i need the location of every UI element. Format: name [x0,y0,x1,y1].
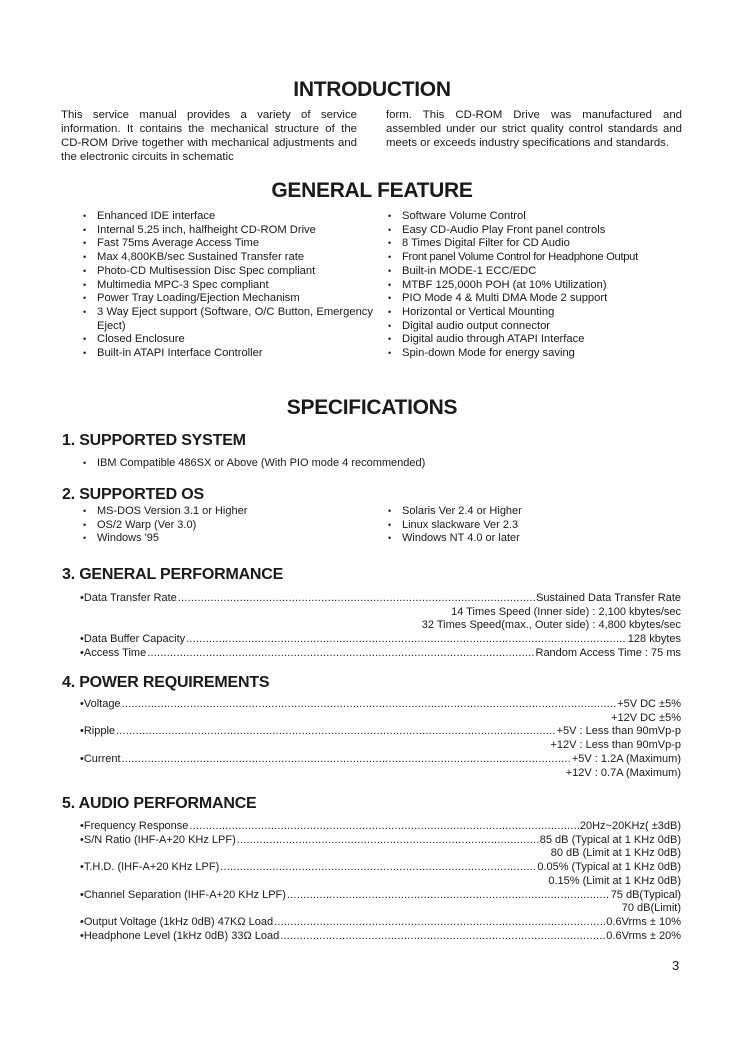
feature-item: • Easy CD-Audio Play Front panel controls [388,224,688,238]
os-item: • OS/2 Warp (Ver 3.0) [83,519,373,533]
feature-item: • Built-in ATAPI Interface Controller [83,347,373,361]
spec-value: 85 dB (Typical at 1 KHz 0dB) [539,833,681,846]
general-feature-title: GENERAL FEATURE [271,179,473,202]
feature-item: • Closed Enclosure [83,333,373,347]
feature-item: • PIO Mode 4 & Multi DMA Mode 2 support [388,292,688,306]
spec-row [80,916,681,930]
section-heading: 5. AUDIO PERFORMANCE [62,795,257,812]
section-heading: 1. SUPPORTED SYSTEM [62,432,246,449]
spec-value-continued: +12V DC ±5% [611,711,681,724]
feature-item: • MTBF 125,000h POH (at 10% Utilization) [388,279,688,293]
spec-value: 128 kbytes [627,633,681,646]
intro-paragraph-right: form. This CD-ROM Drive was manufactured and assembled under our strict quality control standards and meets or exceeds industry specifications and standards. [386,109,682,149]
system-item: • IBM Compatible 486SX or Above (With PIO mode 4 recommended) [83,457,683,471]
introduction-title: INTRODUCTION [293,78,451,101]
spec-label: •Frequency Response [80,820,189,832]
feature-list-left [83,210,373,361]
spec-value: +5V : 1.2A (Maximum) [571,752,681,765]
spec-row [80,698,681,712]
spec-value-continued: 70 dB(Limit) [621,902,681,915]
spec-value-continued: 32 Times Speed(max., Outer side) : 4,800 kbytes/sec [421,619,681,632]
spec-row [80,753,681,767]
spec-label: •Channel Separation (IHF-A+20 KHz LPF) [80,888,286,901]
os-item: • MS-DOS Version 3.1 or Higher [83,505,373,519]
spec-label: •T.H.D. (IHF-A+20 KHz LPF) [80,861,220,874]
os-list-left [83,505,373,546]
spec-label: •Output Voltage (1kHz 0dB) 47KΩ Load [80,915,274,928]
feature-item: • Power Tray Loading/Ejection Mechanism [83,292,373,306]
performance-specs [80,592,681,661]
feature-item: • Horizontal or Vertical Mounting [388,306,688,320]
spec-value: 0.6Vrms ± 10% [606,915,681,928]
spec-label: •Data Transfer Rate [80,592,177,604]
intro-paragraph-left: This service manual provides a variety of service information. It contains the mechanical structure of the CD-ROM Drive together with mechanical adjustments and the electronic circuits in schematic [61,109,357,163]
spec-row [80,592,681,606]
spec-value: 75 dB(Typical) [610,888,681,901]
spec-value: +5V : Less than 90mVp-p [556,725,681,738]
spec-row [80,647,681,661]
audio-specs [80,820,681,943]
supported-system-list [83,457,683,471]
spec-row [80,820,681,834]
spec-label: •Current [80,752,121,765]
os-item: • Windows '95 [83,532,373,546]
spec-row [80,889,681,903]
spec-value: Sustained Data Transfer Rate [536,592,681,604]
feature-item: • Front panel Volume Control for Headphone Output [388,251,688,265]
feature-item: • 3 Way Eject support (Software, O/C Button, Emergency Eject) [83,306,373,333]
spec-value: 0.6Vrms ± 20% [606,929,681,942]
feature-item: • Built-in MODE-1 ECC/EDC [388,265,688,279]
spec-label: •Headphone Level (1kHz 0dB) 33Ω Load [80,929,280,942]
spec-row [80,633,681,647]
spec-value-continued: 14 Times Speed (Inner side) : 2,100 kbytes/sec [451,605,681,618]
section-heading: 4. POWER REQUIREMENTS [62,674,270,691]
os-item: • Linux slackware Ver 2.3 [388,519,688,533]
feature-item: • Enhanced IDE interface [83,210,373,224]
feature-item: • Digital audio output connector [388,320,688,334]
specifications-title: SPECIFICATIONS [286,396,458,419]
spec-value-continued: +12V : 0.7A (Maximum) [565,766,681,779]
spec-row [80,725,681,739]
section-heading: 2. SUPPORTED OS [62,486,204,503]
power-specs [80,698,681,780]
feature-item: • Multimedia MPC-3 Spec compliant [83,279,373,293]
spec-label: •Ripple [80,725,116,738]
spec-row [80,861,681,875]
spec-row [80,930,681,944]
spec-value-continued: 80 dB (Limit at 1 KHz 0dB) [550,847,681,860]
feature-item: • Fast 75ms Average Access Time [83,237,373,251]
feature-item: • Spin-down Mode for energy saving [388,347,688,361]
spec-value: +5V DC ±5% [617,698,681,710]
spec-value-continued: 0.15% (Limit at 1 KHz 0dB) [548,874,681,887]
spec-value: 0.05% (Typical at 1 KHz 0dB) [537,861,681,874]
spec-value: 20Hz~20KHz( ±3dB) [579,820,681,832]
spec-label: •Data Buffer Capacity [80,633,186,646]
feature-list-right [388,210,688,361]
spec-value-continued: +12V : Less than 90mVp-p [550,739,681,752]
os-item: • Windows NT 4.0 or later [388,532,688,546]
feature-item: • Photo-CD Multisession Disc Spec compliant [83,265,373,279]
feature-item: • Digital audio through ATAPI Interface [388,333,688,347]
spec-row [80,834,681,848]
os-item: • Solaris Ver 2.4 or Higher [388,505,688,519]
feature-item: • 8 Times Digital Filter for CD Audio [388,237,688,251]
section-heading: 3. GENERAL PERFORMANCE [62,566,284,583]
feature-item: • Max 4,800KB/sec Sustained Transfer rate [83,251,373,265]
spec-label: •Voltage [80,698,121,710]
spec-label: •S/N Ratio (IHF-A+20 KHz LPF) [80,833,236,846]
spec-value: Random Access Time : 75 ms [535,646,681,659]
page-number: 3 [672,958,680,973]
spec-label: •Access Time [80,646,147,659]
feature-item: • Software Volume Control [388,210,688,224]
feature-item: • Internal 5.25 inch, halfheight CD-ROM Drive [83,224,373,238]
os-list-right [388,505,688,546]
